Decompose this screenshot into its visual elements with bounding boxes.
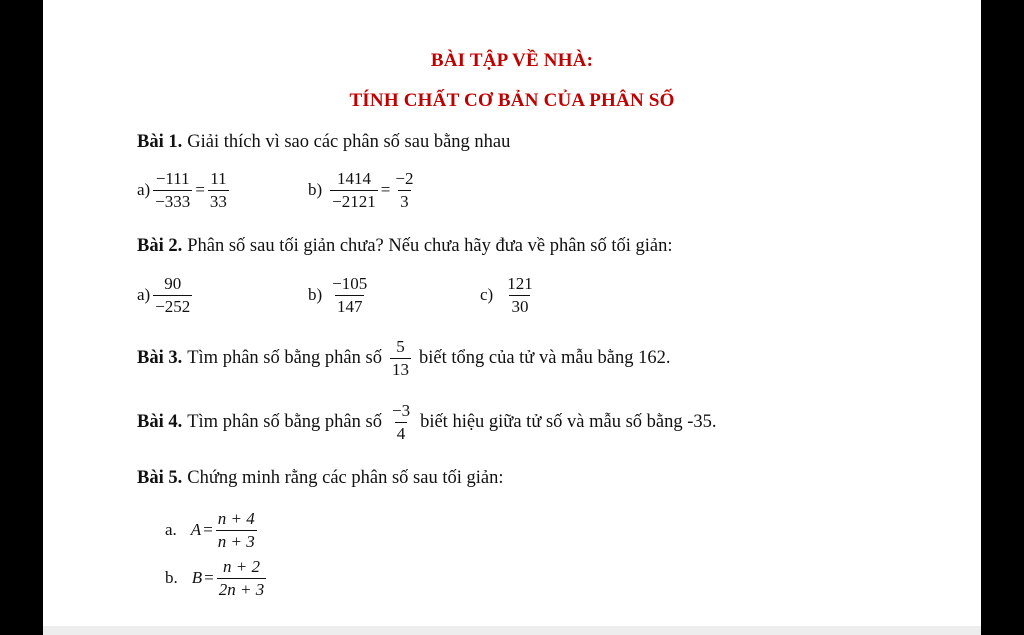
exercise-4 bbox=[137, 402, 717, 443]
denominator: 13 bbox=[391, 359, 409, 379]
document-page bbox=[43, 0, 981, 635]
numerator: 90 bbox=[164, 274, 182, 293]
denominator: −252 bbox=[155, 296, 191, 316]
exercise-5-text: Chứng minh rằng các phân số sau tối giản: bbox=[187, 468, 504, 488]
exercise-3-label: Bài 3. bbox=[137, 347, 183, 368]
item-marker: b) bbox=[308, 285, 323, 305]
exercise-1-text: Giải thích vì sao các phân số sau bằng nhau bbox=[187, 132, 511, 152]
exercise-2-text: Phân số sau tối giản chưa? Nếu chưa hãy đưa về phân số tối giản: bbox=[187, 236, 673, 256]
item-marker: a) bbox=[137, 285, 151, 305]
exercise-4-text-before: Tìm phân số bằng phân số bbox=[187, 411, 382, 432]
exercise-5a bbox=[165, 510, 258, 551]
exercise-4-label: Bài 4. bbox=[137, 411, 183, 432]
denominator: 33 bbox=[209, 191, 227, 211]
exercise-3-text-before: Tìm phân số bằng phân số bbox=[187, 347, 382, 368]
fraction bbox=[330, 170, 378, 211]
item-marker: b. bbox=[165, 568, 178, 588]
fraction bbox=[390, 402, 412, 443]
exercise-5b bbox=[165, 558, 267, 599]
exercise-4-text-after: biết hiệu giữa tử số và mẫu số bằng -35. bbox=[420, 411, 717, 432]
page-title: BÀI TẬP VỀ NHÀ: bbox=[430, 50, 594, 71]
exercise-5-heading bbox=[137, 468, 503, 489]
exercise-2a bbox=[137, 275, 193, 316]
equals-sign: = bbox=[195, 180, 205, 200]
fraction bbox=[330, 275, 369, 316]
exercise-3-text-after: biết tổng của tử và mẫu bằng 162. bbox=[418, 347, 671, 368]
exercise-2c bbox=[480, 275, 536, 316]
exercise-1a bbox=[137, 170, 230, 211]
fraction bbox=[390, 338, 411, 379]
numerator: 5 bbox=[396, 337, 405, 356]
denominator: n + 3 bbox=[217, 531, 255, 551]
exercise-2b bbox=[308, 275, 370, 316]
fraction bbox=[217, 558, 266, 599]
fraction bbox=[216, 510, 257, 551]
fraction bbox=[153, 275, 192, 316]
equals-sign: = bbox=[203, 520, 213, 540]
numerator: −111 bbox=[155, 169, 190, 188]
exercise-2-heading bbox=[137, 236, 673, 257]
item-marker: a. bbox=[165, 520, 177, 540]
exercise-5-label: Bài 5. bbox=[137, 468, 183, 488]
fraction bbox=[208, 170, 229, 211]
item-marker: b) bbox=[308, 180, 323, 200]
exercise-1b bbox=[308, 170, 416, 211]
item-marker: a) bbox=[137, 180, 151, 200]
exercise-2-label: Bài 2. bbox=[137, 236, 183, 256]
exercise-1-heading bbox=[137, 132, 510, 153]
numerator: −105 bbox=[332, 274, 368, 293]
numerator: 1414 bbox=[336, 169, 371, 188]
denominator: 2n + 3 bbox=[218, 579, 265, 599]
variable: A bbox=[190, 520, 202, 540]
item-marker: c) bbox=[480, 285, 494, 305]
denominator: 3 bbox=[400, 191, 409, 211]
exercise-1-label: Bài 1. bbox=[137, 132, 183, 152]
denominator: −333 bbox=[155, 191, 191, 211]
page-subtitle: TÍNH CHẤT CƠ BẢN CỦA PHÂN SỐ bbox=[349, 90, 675, 111]
exercise-3 bbox=[137, 338, 670, 379]
fraction bbox=[153, 170, 192, 211]
numerator: −2 bbox=[395, 169, 414, 188]
numerator: 121 bbox=[507, 274, 533, 293]
denominator: 4 bbox=[396, 423, 406, 443]
fraction bbox=[505, 275, 535, 316]
variable: B bbox=[191, 568, 203, 588]
numerator: n + 4 bbox=[217, 509, 255, 528]
fraction bbox=[393, 170, 415, 211]
numerator: 11 bbox=[210, 169, 227, 188]
numerator: −3 bbox=[391, 401, 411, 420]
page-bottom-strip bbox=[43, 626, 981, 635]
denominator: 147 bbox=[336, 296, 363, 316]
denominator: 30 bbox=[511, 296, 529, 316]
equals-sign: = bbox=[380, 180, 391, 200]
equals-sign: = bbox=[204, 568, 214, 588]
denominator: −2121 bbox=[332, 191, 376, 211]
numerator: n + 2 bbox=[222, 557, 260, 576]
